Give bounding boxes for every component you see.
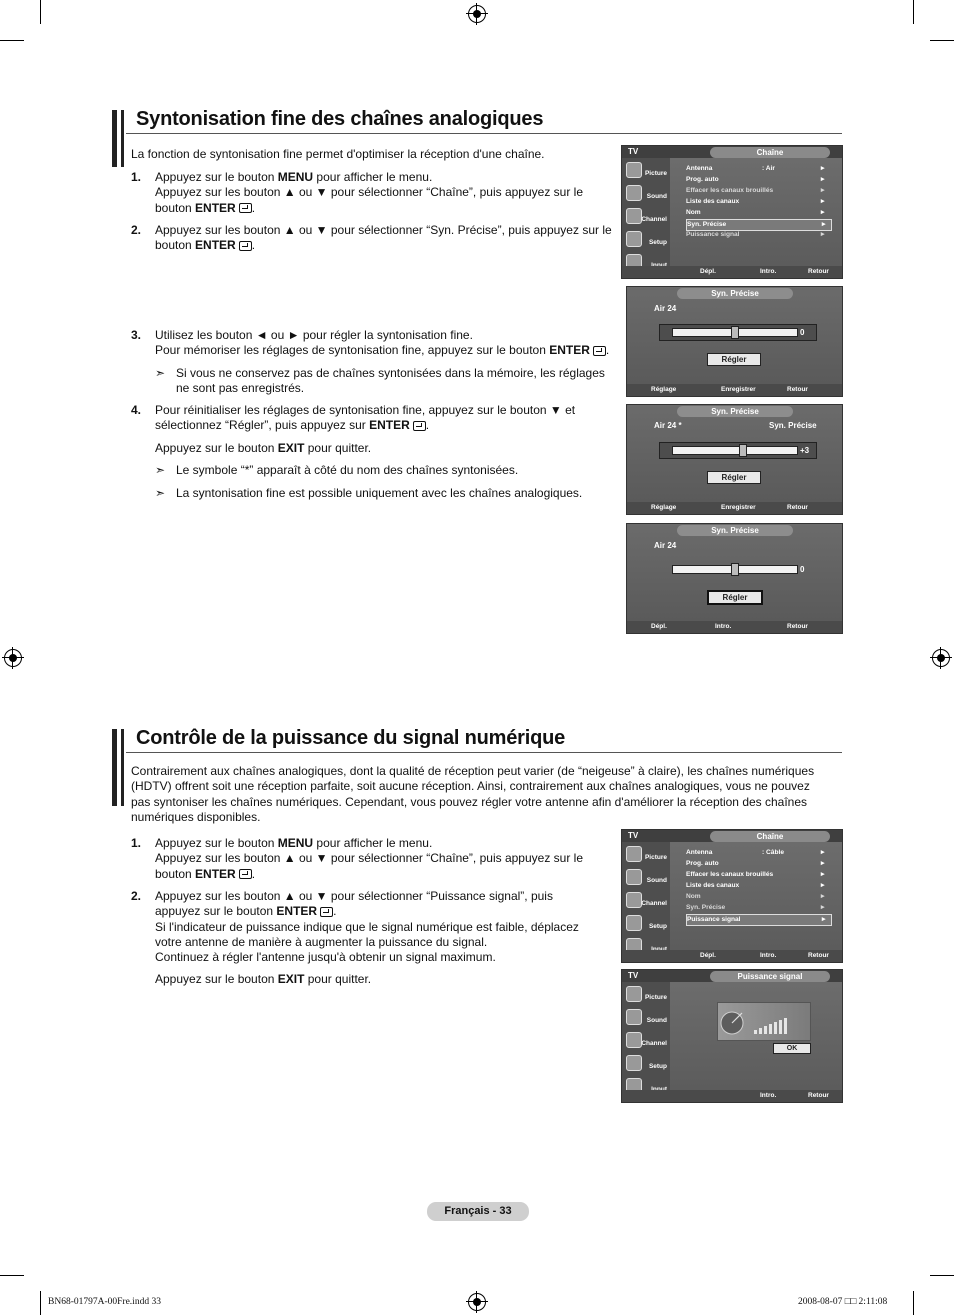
move-hint: Dépl. <box>651 623 667 630</box>
fine-tune-slider[interactable] <box>659 442 817 459</box>
menu-footer <box>622 266 842 278</box>
sidebar-item-picture[interactable]: Picture <box>624 161 670 183</box>
menu-footer <box>622 1090 842 1102</box>
note-text: Si vous ne conservez pas de chaînes syntonisées dans la mémoire, les réglages ne sont pas enregistrés. <box>176 366 605 396</box>
channel-icon <box>626 892 642 908</box>
menu-item[interactable]: Liste des canaux ► <box>686 198 826 205</box>
sidebar-item-setup[interactable]: Setup <box>624 230 670 252</box>
tv-menu-screenshot <box>621 829 843 963</box>
note-text: Le symbole “*” apparaît à côté du nom des chaînes syntonisées. <box>176 463 519 477</box>
channel-label: Air 24 * <box>654 421 682 430</box>
enter-icon <box>320 907 333 917</box>
reset-button[interactable]: Régler <box>707 471 761 484</box>
channel-icon <box>626 208 642 224</box>
enter-icon <box>413 421 426 431</box>
channel-icon <box>626 1032 642 1048</box>
picture-icon <box>626 986 642 1002</box>
return-hint: Retour <box>787 623 808 630</box>
section-title: Syntonisation fine des chaînes analogiques <box>136 108 544 130</box>
step-number: 3. <box>131 328 142 342</box>
step-number: 1. <box>131 170 142 184</box>
reset-button[interactable]: Régler <box>707 590 763 605</box>
slider-handle[interactable] <box>731 563 739 576</box>
note-arrow-icon: ➣ <box>155 463 166 477</box>
adjust-hint: Réglage <box>651 504 677 511</box>
step-1: Appuyez sur le bouton MENU pour afficher le menu. Appuyez sur les bouton ▲ ou ▼ pour sélectionner “Chaîne”, puis appuyez sur le bouton ENTER . <box>155 170 583 215</box>
step-number: 2. <box>131 223 142 237</box>
sound-icon <box>626 869 642 885</box>
menu-item[interactable]: Antenna : Air ► <box>686 165 826 172</box>
section-bar <box>112 729 117 806</box>
status-label: Syn. Précise <box>769 421 817 430</box>
sidebar-item-setup[interactable]: Setup <box>624 914 670 936</box>
fine-tune-panel <box>626 286 843 397</box>
channel-label: Air 24 <box>654 304 677 313</box>
menu-item[interactable]: Effacer les canaux brouillés ► <box>686 187 826 194</box>
menu-footer <box>622 950 842 962</box>
fine-tune-slider[interactable] <box>659 324 817 341</box>
return-hint: Retour <box>808 952 829 959</box>
menu-item-selected[interactable]: Syn. Précise ► <box>686 219 832 231</box>
return-hint: Retour <box>808 1092 829 1099</box>
menu-item[interactable]: Liste des canaux ► <box>686 882 826 889</box>
move-hint: Dépl. <box>700 268 716 275</box>
slider-value: 0 <box>800 328 805 337</box>
note-arrow-icon: ➣ <box>155 366 166 380</box>
enter-icon <box>239 869 252 879</box>
menu-item-selected[interactable]: Puissance signal ► <box>686 914 832 926</box>
setup-icon <box>626 915 642 931</box>
step-number: 1. <box>131 836 142 850</box>
enter-hint: Intro. <box>715 623 732 630</box>
menu-item[interactable]: Prog. auto ► <box>686 860 826 867</box>
sidebar-item-channel[interactable]: Channel <box>624 891 670 913</box>
signal-meter <box>717 1002 811 1041</box>
step-3: Utilisez les bouton ◄ ou ► pour régler la syntonisation fine. Pour mémoriser les réglages de syntonisation fine, appuyez sur le bouton ENTER . <box>155 328 610 358</box>
note-arrow-icon: ➣ <box>155 486 166 500</box>
panel-footer <box>627 384 842 396</box>
registration-mark-icon <box>468 5 486 23</box>
move-hint: Dépl. <box>700 952 716 959</box>
adjust-hint: Réglage <box>651 386 677 393</box>
fine-tune-slider[interactable] <box>659 561 817 578</box>
panel-footer <box>627 502 842 514</box>
return-hint: Retour <box>787 504 808 511</box>
sidebar-item-sound[interactable]: Sound <box>624 1008 670 1030</box>
return-hint: Retour <box>787 386 808 393</box>
signal-strength-icon <box>718 1003 810 1040</box>
tv-label: TV <box>628 147 639 156</box>
crop-mark <box>913 0 914 24</box>
intro-paragraph: Contrairement aux chaînes analogiques, dont la qualité de réception peut varier (de “neigeuse” à claire), les chaînes numériques (HDTV) offrent soit une réception parfaite, soit aucune réception. Ainsi, contrairement aux chaînes analogiques, vous ne pouvez pas syntoniser les chaînes numériques. Cependant, vous pouvez régler votre antenne afin d'améliorer la réception des chaînes numériques disponibles. <box>131 764 815 824</box>
picture-icon <box>626 162 642 178</box>
sidebar-item-picture[interactable]: Picture <box>624 845 670 867</box>
sound-icon <box>626 185 642 201</box>
enter-hint: Intro. <box>760 268 777 275</box>
save-hint: Enregistrer <box>721 386 756 393</box>
sidebar-item-setup[interactable]: Setup <box>624 1054 670 1076</box>
setup-icon <box>626 231 642 247</box>
step-2: Appuyez sur les bouton ▲ ou ▼ pour sélectionner “Puissance signal”, puis appuyez sur le bouton ENTER . Si l'indicateur de puissance indique que le signal numérique est faible, déplacez votre antenne de manière à augmenter la puissance du signal. Continuez à régler l'antenne jusqu'à obtenir un signal maximum. <box>155 889 579 965</box>
section-bar <box>121 729 124 806</box>
fine-tune-panel <box>626 404 843 515</box>
step-number: 2. <box>131 889 142 903</box>
enter-icon <box>593 346 606 356</box>
section-bar <box>112 110 117 167</box>
enter-icon <box>239 241 252 251</box>
date-slug: 2008-08-07 □□ 2:11:08 <box>798 1297 888 1307</box>
setup-icon <box>626 1055 642 1071</box>
crop-mark <box>40 0 41 24</box>
crop-mark <box>0 40 24 41</box>
reset-button[interactable]: Régler <box>707 353 761 366</box>
slider-handle[interactable] <box>731 326 739 339</box>
menu-item[interactable]: Nom ► <box>686 893 826 900</box>
panel-footer <box>627 621 842 633</box>
step-number: 4. <box>131 403 142 417</box>
menu-item[interactable]: Puissance signal ► <box>686 231 826 238</box>
crop-mark <box>40 1291 41 1315</box>
ok-button[interactable]: OK <box>773 1043 811 1054</box>
sidebar-item-sound[interactable]: Sound <box>624 868 670 890</box>
intro-text: La fonction de syntonisation fine permet d'optimiser la réception d'une chaîne. <box>131 147 545 161</box>
registration-mark-icon <box>4 649 22 667</box>
slider-handle[interactable] <box>739 444 747 457</box>
fine-tune-panel <box>626 523 843 634</box>
crop-mark <box>930 1275 954 1276</box>
note-text: La syntonisation fine est possible uniquement avec les chaînes analogiques. <box>176 486 583 500</box>
crop-mark <box>913 1291 914 1315</box>
menu-title: Puissance signal <box>710 971 830 982</box>
menu-item[interactable]: Effacer les canaux brouillés ► <box>686 871 826 878</box>
panel-title: Syn. Précise <box>677 406 793 417</box>
channel-label: Air 24 <box>654 541 677 550</box>
registration-mark-icon <box>932 649 950 667</box>
step-4: Pour réinitialiser les réglages de syntonisation fine, appuyez sur le bouton ▼ et sélectionnez “Régler”, puis appuyez sur ENTER . <box>155 403 576 433</box>
exit-text: Appuyez sur le bouton EXIT pour quitter. <box>155 441 372 455</box>
picture-icon <box>626 846 642 862</box>
crop-mark <box>930 40 954 41</box>
enter-icon <box>239 203 252 213</box>
tv-menu-screenshot <box>621 145 843 279</box>
enter-hint: Intro. <box>760 952 777 959</box>
slider-value: +3 <box>800 446 810 455</box>
step-1: Appuyez sur le bouton MENU pour afficher le menu. Appuyez sur les bouton ▲ ou ▼ pour sélectionner “Chaîne”, puis appuyez sur le bouton ENTER . <box>155 836 583 881</box>
section-rule <box>126 133 842 134</box>
panel-title: Syn. Précise <box>677 288 793 299</box>
menu-sidebar <box>622 842 670 950</box>
page-number-badge: Français - 33 <box>427 1202 529 1221</box>
tv-label: TV <box>628 831 639 840</box>
menu-title: Chaîne <box>710 831 830 842</box>
menu-title: Chaîne <box>710 147 830 158</box>
file-slug: BN68-01797A-00Fre.indd 33 <box>48 1297 161 1307</box>
panel-title: Syn. Précise <box>677 525 793 536</box>
crop-mark <box>0 1275 24 1276</box>
sidebar-item-channel[interactable]: Channel <box>624 1031 670 1053</box>
exit-text: Appuyez sur le bouton EXIT pour quitter. <box>155 972 372 986</box>
sidebar-item-picture[interactable]: Picture <box>624 985 670 1007</box>
section-title: Contrôle de la puissance du signal numérique <box>136 727 566 749</box>
section-bar <box>121 110 124 167</box>
menu-sidebar <box>622 982 670 1090</box>
sidebar-item-sound[interactable]: Sound <box>624 184 670 206</box>
enter-hint: Intro. <box>760 1092 777 1099</box>
step-2: Appuyez sur les bouton ▲ ou ▼ pour sélectionner “Syn. Précise”, puis appuyez sur le bouton ENTER . <box>155 223 612 253</box>
registration-mark-icon <box>468 1293 486 1311</box>
tv-label: TV <box>628 971 639 980</box>
sound-icon <box>626 1009 642 1025</box>
return-hint: Retour <box>808 268 829 275</box>
sidebar-item-channel[interactable]: Channel <box>624 207 670 229</box>
tv-menu-screenshot <box>621 969 843 1103</box>
menu-item[interactable]: Nom ► <box>686 209 826 216</box>
section-rule <box>126 752 842 753</box>
menu-item[interactable]: Prog. auto ► <box>686 176 826 183</box>
slider-value: 0 <box>800 565 805 574</box>
menu-item[interactable]: Antenna : Câble ► <box>686 849 826 856</box>
save-hint: Enregistrer <box>721 504 756 511</box>
menu-sidebar <box>622 158 670 266</box>
menu-item[interactable]: Syn. Précise ► <box>686 904 826 911</box>
